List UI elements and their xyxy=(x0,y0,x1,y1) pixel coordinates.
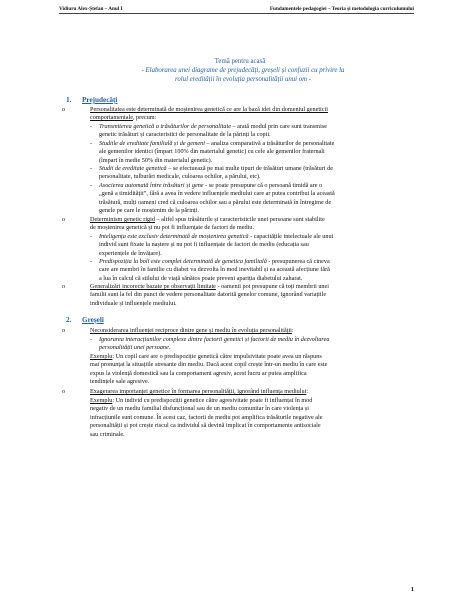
list-item xyxy=(90,388,418,396)
document-title: Temă pentru acasă xyxy=(214,58,266,65)
bullet-dash: - xyxy=(90,165,93,172)
item-lead: Determinism genetic rigid xyxy=(90,216,155,223)
item-text: care are membri în familie cu diabet va dezvolta în mod inevitabil și ea această afecțiune fără xyxy=(99,266,330,274)
item-text: : Un individ cu predispoziții genetice către agresivitate poate fi influențat în mod xyxy=(112,397,313,404)
item-text: - oamenii pot presupune că toți membrii unei xyxy=(215,283,329,290)
item-text: familii sunt la fel din punct de vedere personalitate datorită genelor comune, ignorând variațiile xyxy=(90,291,327,299)
bullet-circle: o xyxy=(62,106,66,113)
item-text: personalității unei persoane. xyxy=(99,344,171,352)
item-lead: Asocierea automată între trăsături și gene xyxy=(99,182,204,189)
item-text: (împart în medie 50% din materialul genetic). xyxy=(99,156,213,164)
list-item xyxy=(90,106,418,123)
item-text: - capacitățile intelectuale ale unui xyxy=(248,233,334,240)
document-subtitle xyxy=(112,67,374,84)
section-number: 1. xyxy=(66,96,72,104)
item-text: negativ de un mediu familial disfuncțional sau de un mediu comunitar în care violența și xyxy=(90,405,309,413)
section-heading-1 xyxy=(66,96,117,104)
section-title: Prejudecăți xyxy=(82,96,118,104)
item-text: individ sunt fixate la naștere și nu pot fi influențate de factori de mediu (educația sau xyxy=(99,241,309,249)
item-text: - presupunerea că cineva xyxy=(266,258,330,265)
item-text: – altfel spus trăsăturile și caracteristicile unei persoane sunt stabilite xyxy=(154,216,325,223)
bullet-circle: o xyxy=(62,327,66,334)
sub-list-item xyxy=(99,165,418,182)
bullet-dash: - xyxy=(90,258,93,265)
bullet-circle: o xyxy=(62,388,66,395)
sub-list-item xyxy=(99,336,418,353)
item-text: - se poate presupune că o persoană timidă are o xyxy=(203,182,323,189)
example-label: Exemplu xyxy=(90,397,113,404)
sub-list-item xyxy=(99,258,418,283)
item-text: Ignorarea interacțiunilor complexe dintre factorii genetici și factorii de mediu în dezvoltarea xyxy=(99,336,330,343)
item-text: ce are la bază idei din domeniul geneticii xyxy=(224,106,328,113)
item-text: mai pronunțat la situațiile stresante din mediu. Dacă acest copil crește într-un mediu în care este xyxy=(90,361,328,369)
item-lead: Studii de ereditate genetică xyxy=(99,165,167,172)
item-text: trăsătură, mulți oameni cred că culoarea ochilor sau a părului este determinată în întregime de xyxy=(99,198,332,206)
item-text: experiențele de învățare). xyxy=(99,249,162,257)
item-lead: Generalizări incorecte bazate pe observații limitate xyxy=(90,283,216,290)
item-text: infracțiunile sunt comune. În acest caz, factorii de mediu pot amplifica trăsăturile negative ale xyxy=(90,413,323,421)
list-item xyxy=(90,283,418,308)
item-text: – arată modul prin care sunt transmise xyxy=(230,123,327,130)
page-number: 1 xyxy=(410,586,414,593)
item-text: genetic trăsături și caracteristici de personalitate de la părinți la copii. xyxy=(99,131,271,139)
item-text: individuale și influențele mediului. xyxy=(90,299,177,307)
item-text: – analiza comparativă a trăsăturilor de personalitate xyxy=(204,140,335,147)
section-heading-2 xyxy=(66,316,104,324)
item-text: , precum: xyxy=(132,114,157,122)
section-title: Greșeli xyxy=(82,316,104,324)
header-author: Vidiuru Alex-Ștefan – Anul I xyxy=(59,6,123,12)
bullet-dash: - xyxy=(90,182,93,189)
item-text: sau criminale. xyxy=(90,430,125,438)
sub-list-item xyxy=(99,233,418,258)
item-lead: Neconsiderarea influenței reciproce dintre gene și mediu în evoluția personalității xyxy=(90,327,292,334)
item-text: : xyxy=(291,327,294,334)
item-text: : Un copil care are o predispoziție genetică către impulsivitate poate avea un răspuns xyxy=(112,353,322,360)
bullet-dash: - xyxy=(90,140,93,147)
header-divider xyxy=(59,13,414,14)
subtitle-line-2: rolul eredității în evoluția personalității unui om - xyxy=(175,75,311,83)
item-lead: Transmiterea genetică a trăsăturilor de personalitate xyxy=(99,123,231,130)
item-text: : xyxy=(306,388,309,395)
item-text: genele pe care le moștenim de la părinți. xyxy=(99,207,199,215)
item-text: personalitate, tulburări medicale, culoarea ochilor, a părului, etc). xyxy=(99,173,261,181)
sub-list-item xyxy=(99,140,418,165)
item-text: ale gemenilor identici (împart 100% din materialul genetic) cu cele ale gemenilor fraternali xyxy=(99,148,325,156)
bullet-dash: - xyxy=(90,123,93,130)
item-text: personalității și pot crește riscul ca individul să devină implicat în comportamente antisociale xyxy=(90,422,321,430)
example-block xyxy=(90,353,418,387)
item-text: „genă a timidității”, fără a avea în vedere influențele mediului care ar putea contribui la această xyxy=(99,190,335,198)
sub-list-item xyxy=(99,182,418,216)
sub-list-item xyxy=(99,123,418,140)
item-text: a lua în calcul că stilului de viață sănătos poate preveni apariția diabetului zaharat. xyxy=(99,274,303,282)
bullet-circle: o xyxy=(62,283,66,290)
item-lead: Exagerarea importanței genetice în formarea personalității, ignorând influența mediului xyxy=(90,388,307,395)
example-block xyxy=(90,397,418,439)
section-number: 2. xyxy=(66,316,72,324)
item-lead: Studiile de ereditate familială și de gemeni xyxy=(99,140,205,147)
item-lead: Personalitatea este determinată de moștenirea genetică xyxy=(90,106,225,113)
item-text: expus la violență domestică sau la comportament agresiv, acest lucru ar putea amplifica xyxy=(90,369,307,377)
item-text: tendințele sale agresive. xyxy=(90,378,150,386)
item-lead: Inteligența este exclusiv determinată de moștenirea genetică xyxy=(99,233,249,240)
item-text: comportamentale xyxy=(90,114,133,122)
subtitle-line-1: - Elaborarea unei diagrame de prejudecăți, greșeli și confuzii cu privire la xyxy=(141,67,345,74)
list-item xyxy=(90,216,418,233)
bullet-circle: o xyxy=(62,216,66,223)
bullet-dash: - xyxy=(90,336,93,343)
item-text: – se efectuează pe mai multe tipuri de trăsături umane (trăsături de xyxy=(166,165,333,172)
bullet-dash: - xyxy=(90,233,93,240)
list-item xyxy=(90,327,418,335)
header-course: Fundamentele pedagogiei – Teoria și metodologia curriculumului xyxy=(269,6,414,12)
item-text: de moștenirea genetică și nu pot fi influențate de factori de mediu. xyxy=(90,224,254,232)
item-lead: Predispoziția la boli este complet determinată de genetica familială xyxy=(99,258,267,265)
example-label: Exemplu xyxy=(90,353,113,360)
